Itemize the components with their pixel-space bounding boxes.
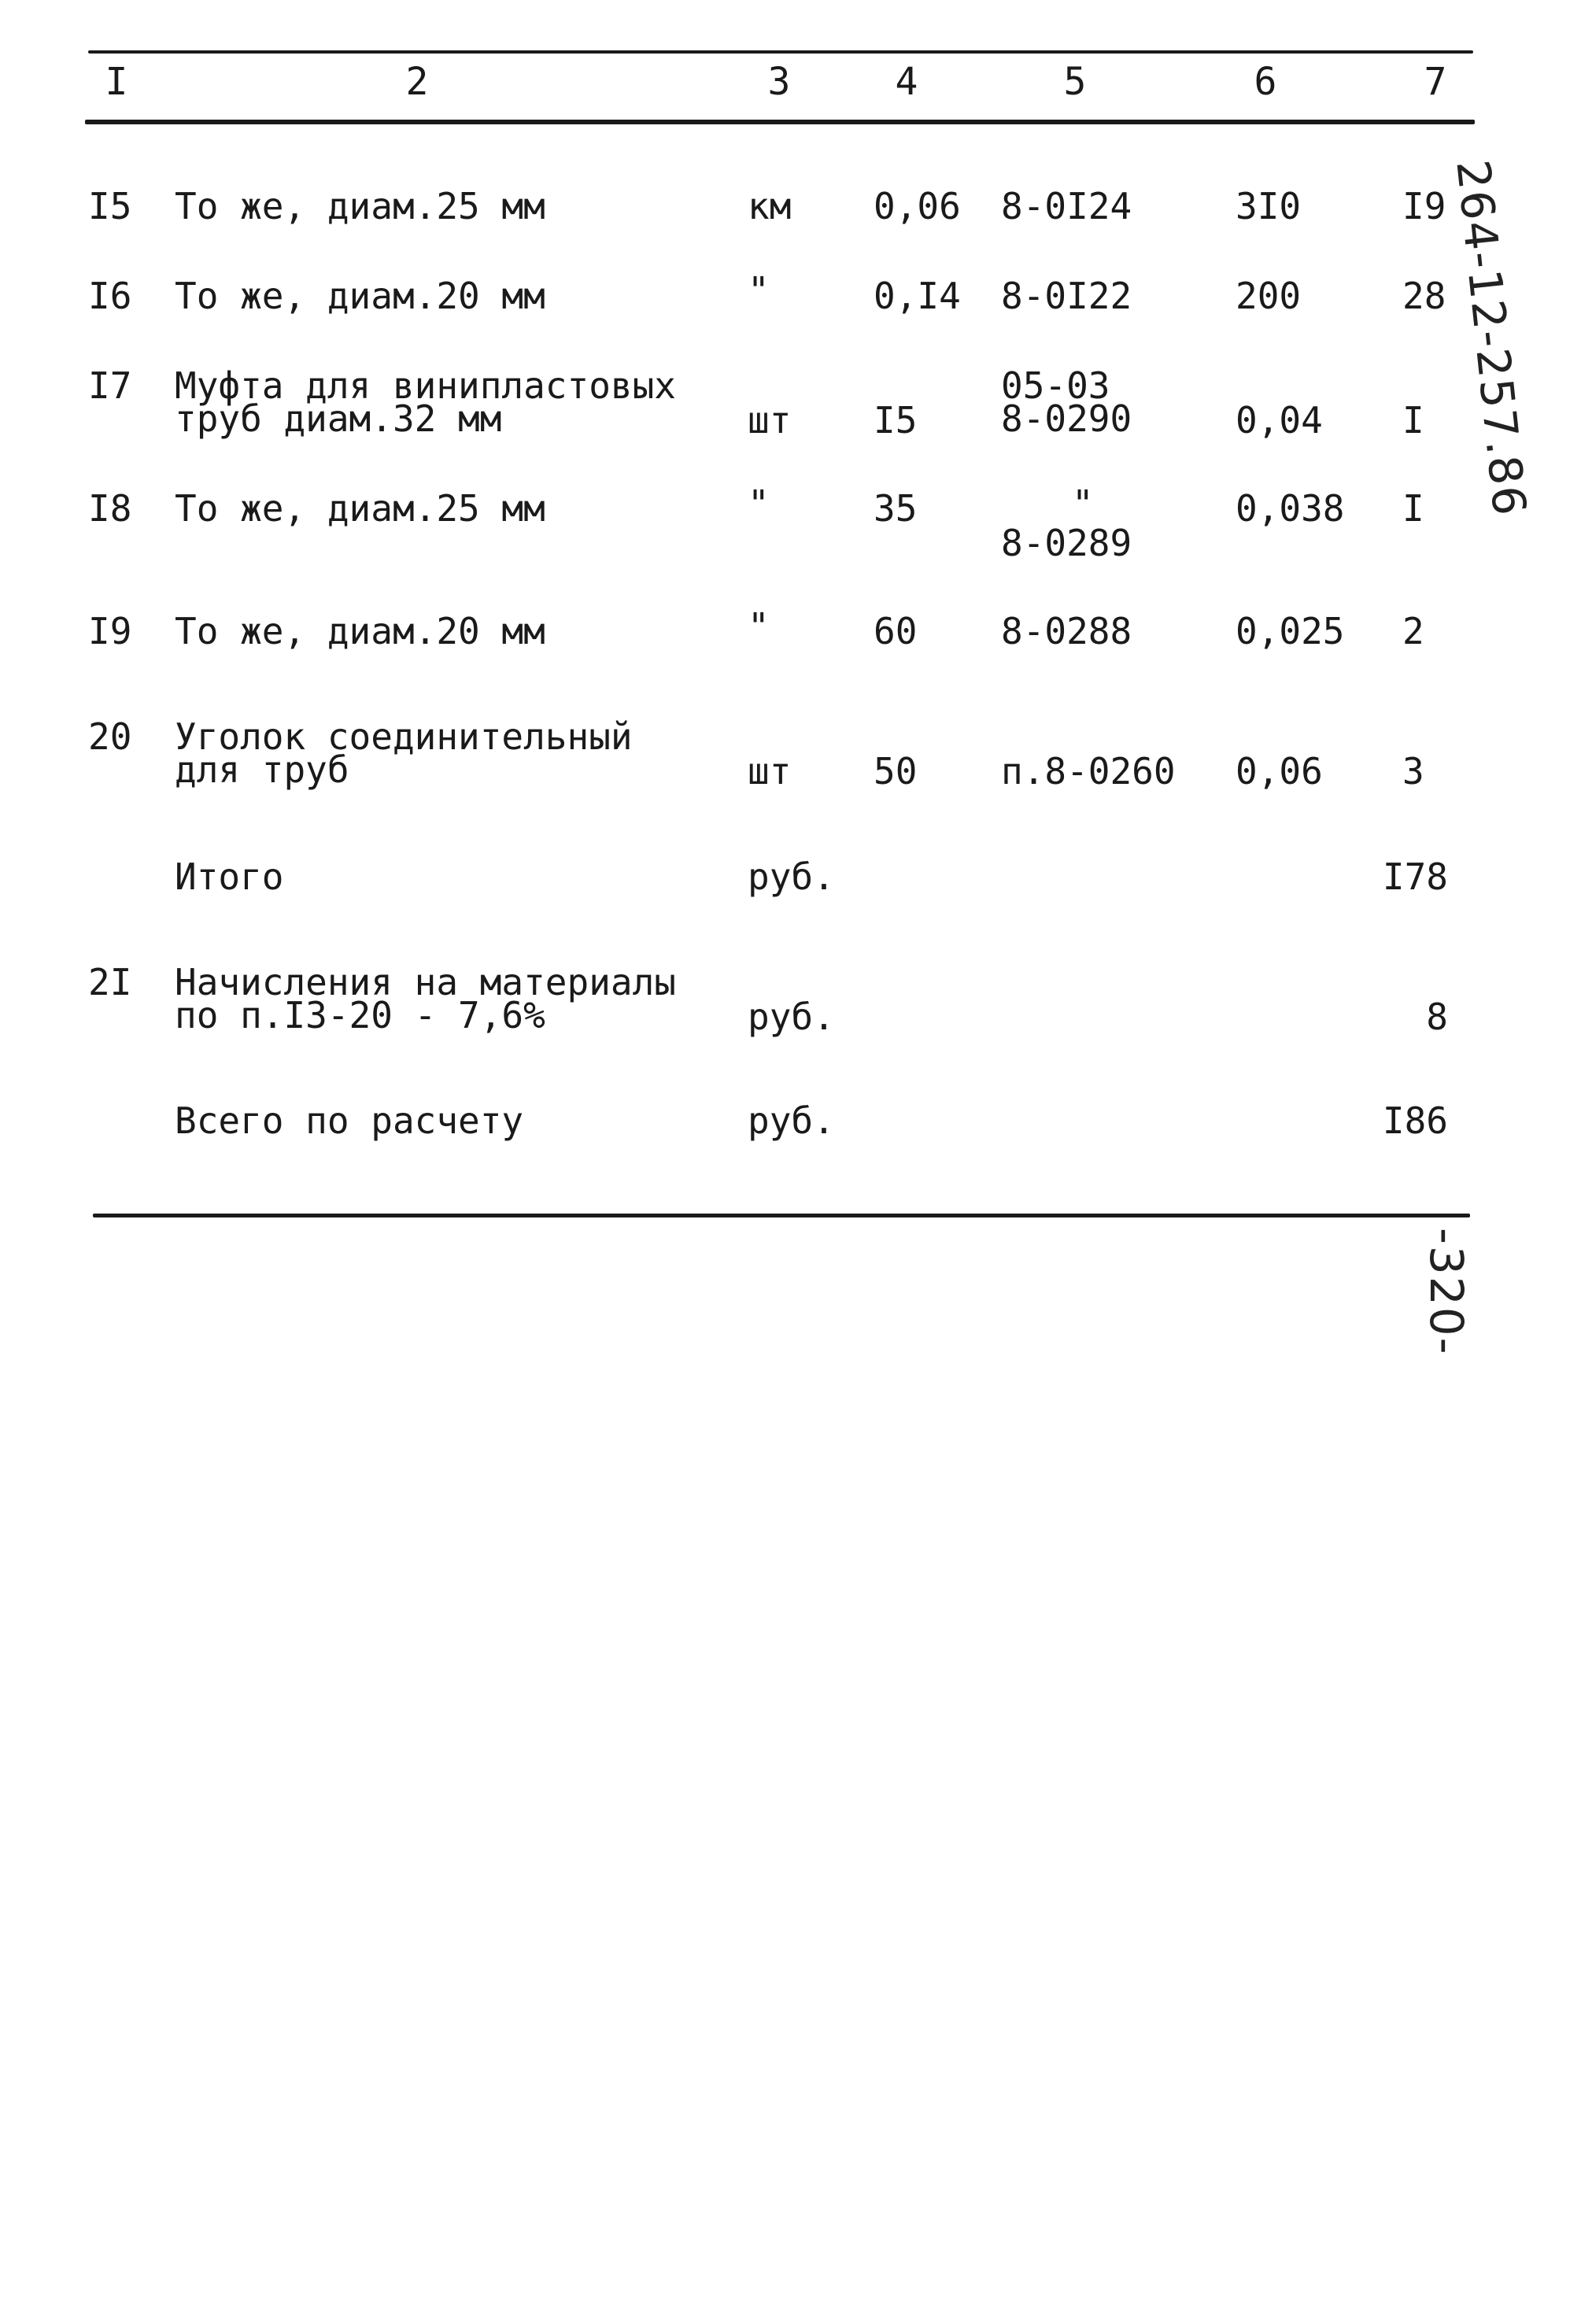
- item-code: 8-0289: [1001, 522, 1132, 564]
- item-name-line-1: Уголок соединительный: [175, 715, 633, 758]
- row-number: 2I: [88, 961, 132, 1003]
- item-quantity: 0,06: [874, 185, 961, 227]
- item-code: 8-0288: [1001, 610, 1132, 652]
- item-total: 3: [1402, 750, 1424, 793]
- page-number: -320-: [1420, 1228, 1473, 1356]
- item-code-line-1: 05-03: [1001, 364, 1110, 407]
- grand-total-label: Всего по расчету: [175, 1099, 524, 1142]
- item-unit: шт: [748, 750, 792, 793]
- item-unit: ": [748, 269, 770, 312]
- column-header-4: 4: [895, 60, 918, 104]
- item-code-line-2: 8-0290: [1001, 397, 1132, 440]
- row-number: I6: [88, 275, 132, 317]
- item-total: I: [1402, 399, 1424, 442]
- item-total: I9: [1402, 185, 1446, 227]
- item-price: 3I0: [1236, 185, 1302, 227]
- column-header-5: 5: [1063, 60, 1087, 104]
- item-unit: ": [748, 482, 770, 525]
- table-header-rule: [85, 120, 1475, 124]
- charges-name-line-1: Начисления на материалы: [175, 961, 676, 1003]
- charges-unit: руб.: [748, 996, 835, 1038]
- column-header-1: I: [105, 60, 128, 104]
- item-unit: шт: [748, 399, 792, 442]
- item-code-ditto: ": [1072, 482, 1094, 525]
- item-name: То же, диам.25 мм: [175, 185, 545, 227]
- item-quantity: 50: [874, 750, 918, 793]
- item-price: 0,04: [1236, 399, 1323, 442]
- column-header-7: 7: [1424, 60, 1447, 104]
- subtotal-unit: руб.: [748, 855, 835, 898]
- grand-total-unit: руб.: [748, 1099, 835, 1142]
- column-header-2: 2: [405, 60, 429, 104]
- table-bottom-rule: [93, 1214, 1470, 1217]
- column-header-6: 6: [1254, 60, 1277, 104]
- item-code: 8-0I24: [1001, 185, 1132, 227]
- document-code-annotation: 264-12-257.86: [1446, 157, 1537, 519]
- table-top-rule: [88, 50, 1473, 54]
- item-name-line-2: труб диам.32 мм: [175, 397, 502, 440]
- item-quantity: 35: [874, 487, 918, 530]
- item-name-line-1: Муфта для винипластовых: [175, 364, 676, 407]
- item-name: То же, диам.20 мм: [175, 610, 545, 652]
- item-name: То же, диам.20 мм: [175, 275, 545, 317]
- subtotal-total: I78: [1382, 855, 1448, 898]
- item-code: п.8-0260: [1001, 750, 1176, 793]
- item-code: 8-0I22: [1001, 275, 1132, 317]
- row-number: 20: [88, 715, 132, 758]
- charges-name-line-2: по п.I3-20 - 7,6%: [175, 994, 545, 1036]
- item-total: I: [1402, 487, 1424, 530]
- charges-total: 8: [1426, 996, 1448, 1038]
- item-quantity: I5: [874, 399, 918, 442]
- item-name: То же, диам.25 мм: [175, 487, 545, 530]
- item-quantity: 0,I4: [874, 275, 961, 317]
- item-quantity: 60: [874, 610, 918, 652]
- row-number: I9: [88, 610, 132, 652]
- column-header-3: 3: [767, 60, 791, 104]
- item-unit: ": [748, 605, 770, 648]
- item-price: 0,038: [1236, 487, 1345, 530]
- item-price: 0,06: [1236, 750, 1323, 793]
- item-price: 0,025: [1236, 610, 1345, 652]
- grand-total-value: I86: [1382, 1099, 1448, 1142]
- subtotal-label: Итого: [175, 855, 284, 898]
- item-total: 28: [1402, 275, 1446, 317]
- row-number: I5: [88, 185, 132, 227]
- item-price: 200: [1236, 275, 1302, 317]
- item-unit: км: [748, 185, 792, 227]
- item-name-line-2: для труб: [175, 748, 349, 791]
- item-total: 2: [1402, 610, 1424, 652]
- row-number: I8: [88, 487, 132, 530]
- row-number: I7: [88, 364, 132, 407]
